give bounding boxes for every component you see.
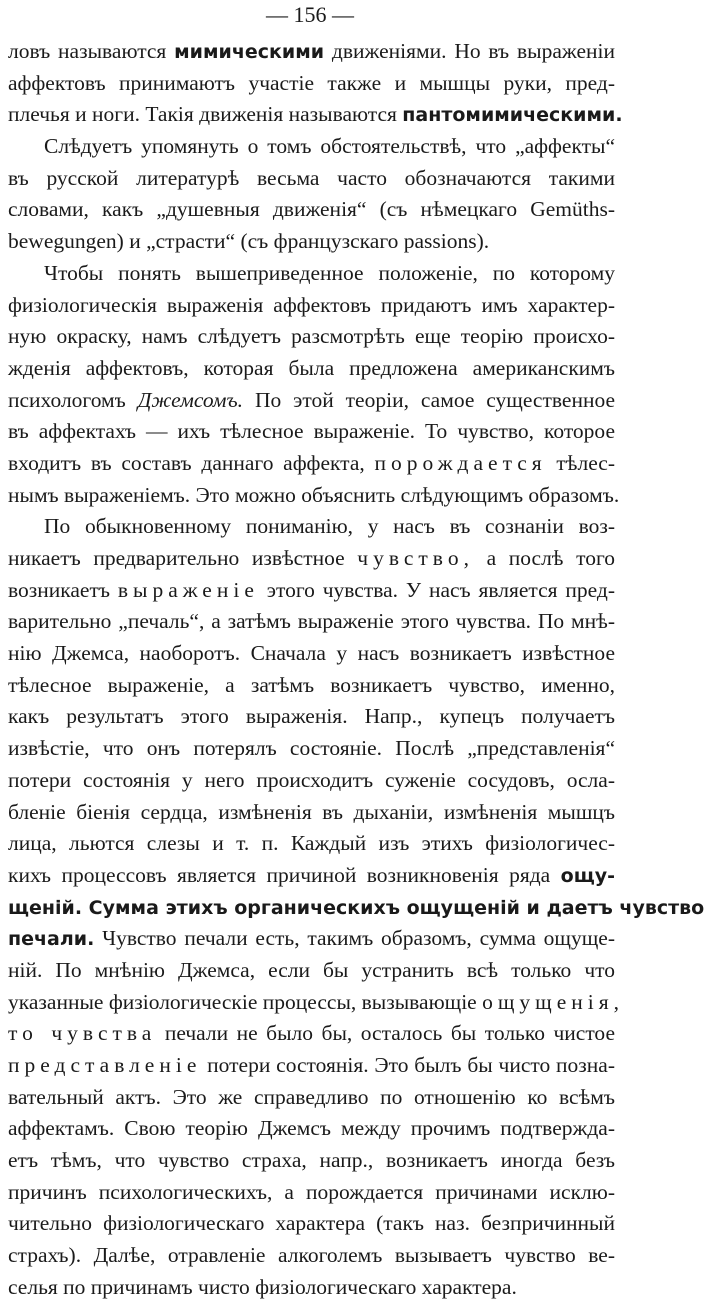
text-run: вательный актъ. Это же справедливо по отношенію ко всѣмъ [8,1084,615,1109]
text-run: тѣлес- [546,450,615,475]
text-line [8,670,615,702]
text-line [8,480,620,512]
text-line [8,797,615,829]
text-run: а послѣ того [473,546,615,570]
text-run: аффектамъ. Свою теорію Джемсъ между прочимъ подтвержда- [8,1116,615,1141]
text-line [8,194,615,226]
text-line [8,99,623,131]
text-run: потери состоянія. Это былъ бы чисто позна- [201,1053,615,1077]
text-run: въ русской литературѣ весьма часто обозначаются такими [8,165,615,190]
text-run: этого чувства. У насъ является пред- [258,577,615,602]
text-line [8,416,615,448]
spaced-emphasis: то чувства [8,1021,157,1046]
text-line [8,321,615,353]
text-line [8,923,615,955]
text-run: етъ тѣмъ, что чувство страха, напр., возникаетъ иногда безъ [8,1148,615,1173]
text-run: бленіе біенія сердца, измѣненія въ дыханіи, измѣненія мышцъ [8,799,615,824]
bold-term: мимическими [174,41,325,63]
text-line [8,955,615,987]
text-line [8,1050,615,1082]
text-line [8,1018,615,1050]
text-run: физіологическія выраженія аффектовъ придаютъ имъ характер- [8,292,615,317]
text-line [8,543,615,575]
text-line [8,828,615,860]
text-run: потери состоянія у него происходитъ суженіе сосудовъ, осла- [8,767,615,792]
text-line [8,163,615,195]
text-run: въ аффектахъ — ихъ тѣлесное выраженіе. То чувство, которое [8,419,615,444]
text-run: нымъ выраженіемъ. Это можно объяснить слѣдующимъ образомъ. [8,482,620,507]
page-number: — 156 — [266,2,354,27]
text-run: причинъ психологическихъ, а порождается причинами исклю- [8,1179,615,1204]
text-line [8,1145,615,1177]
text-run: ную окраску, намъ слѣдуетъ разсмотрѣть еще теорію происхо- [8,324,615,349]
text-run: возникаетъ [8,577,118,602]
text-run: варительно „печаль“, а затѣмъ выраженіе этого чувства. По мнѣ- [8,609,615,634]
text-line [8,575,615,607]
text-line [8,606,615,638]
text-run: чительно физіологическаго характера (такъ наз. безпричинный [8,1211,615,1236]
text-run: кихъ процессовъ является причиной возникновенія ряда [8,862,561,887]
text-line [8,733,615,765]
text-run: Чтобы понять вышеприведенное положеніе, по которому [44,260,615,285]
text-run: печали не было бы, осталось бы только чистое [156,1021,615,1046]
text-run: извѣстіе, что онъ потерялъ состояніе. Послѣ „представленія“ [8,736,615,761]
text-line [8,290,615,322]
spaced-emphasis: представленіе [8,1053,202,1077]
spaced-emphasis: ощущенія, [482,989,624,1014]
text-run: психологомъ [8,387,138,412]
text-run: селья по причинамъ чисто физіологическаго характера. [8,1274,517,1299]
text-run: Слѣдуетъ упомянуть о томъ обстоятельствѣ, что „аффекты“ [44,134,615,159]
text-line [8,1208,615,1240]
text-run: По обыкновенному пониманію, у насъ въ сознаніи воз- [44,514,615,539]
text-line [8,1113,615,1145]
text-line [8,131,615,163]
text-run: По этой теоріи, самое существенное [243,387,616,412]
text-line [8,258,615,290]
text-run: какъ результатъ этого выраженія. Напр., купецъ получаетъ [8,704,615,729]
bold-term: печали. [8,928,95,951]
text-run: ловъ называются [8,39,175,63]
spaced-emphasis: порождается [374,450,547,475]
bold-term: пантомимическими. [402,104,623,127]
bold-term: ощу- [560,864,615,887]
text-run: плечья и ноги. Такія движенія называются [8,102,403,127]
text-line [8,1082,615,1114]
text-run: движеніями. Но въ выраженіи [324,39,615,63]
text-run: страхъ). Далѣе, отравленіе алкоголемъ вызываетъ чувство ве- [8,1243,615,1268]
bold-term: щеній. Сумма этихъ органическихъ ощущеній и даетъ чувство [8,896,704,919]
spaced-emphasis: чувство, [357,546,474,570]
text-line [8,226,615,258]
text-line [8,765,615,797]
text-line [8,68,615,100]
text-run: словами, какъ „душевныя движенія“ (съ нѣмецкаго Gemüths- [8,197,615,222]
text-body [8,36,704,1304]
text-line [8,860,615,892]
text-line [8,1272,615,1304]
text-line [8,511,615,543]
text-line [8,1177,615,1209]
text-line [8,353,615,385]
italic-name: Джемсомъ. [137,387,244,412]
text-run: bewegungen) и „страсти“ (съ французскаго passions). [8,229,490,254]
text-run: жденія аффектовъ, которая была предложена американскимъ [8,355,615,380]
text-line [8,36,615,68]
text-run: Чувство печали есть, такимъ образомъ, сумма ощуще- [94,926,615,951]
text-run: указанные физіологическіе процессы, вызывающіе [8,989,483,1014]
text-run: нію Джемса, наоборотъ. Сначала у насъ возникаетъ извѣстное [8,641,615,666]
text-run: аффектовъ принимаютъ участіе также и мышцы руки, пред- [8,70,615,95]
text-run: лица, льются слезы и т. п. Каждый изъ этихъ физіологичес- [8,831,615,856]
text-run: входитъ въ составъ даннаго аффекта, [8,450,375,475]
text-line [8,701,615,733]
text-line [8,638,615,670]
text-line [8,1240,615,1272]
text-line [8,987,624,1019]
text-line [8,448,615,480]
text-run: тѣлесное выраженіе, а затѣмъ возникаетъ чувство, именно, [8,672,615,697]
text-run: ній. По мнѣнію Джемса, если бы устранить всѣ только что [8,957,615,982]
spaced-emphasis: выраженіе [117,577,259,602]
text-run: никаетъ предварительно извѣстное [8,546,358,570]
text-line [8,385,615,417]
text-line [8,892,704,924]
